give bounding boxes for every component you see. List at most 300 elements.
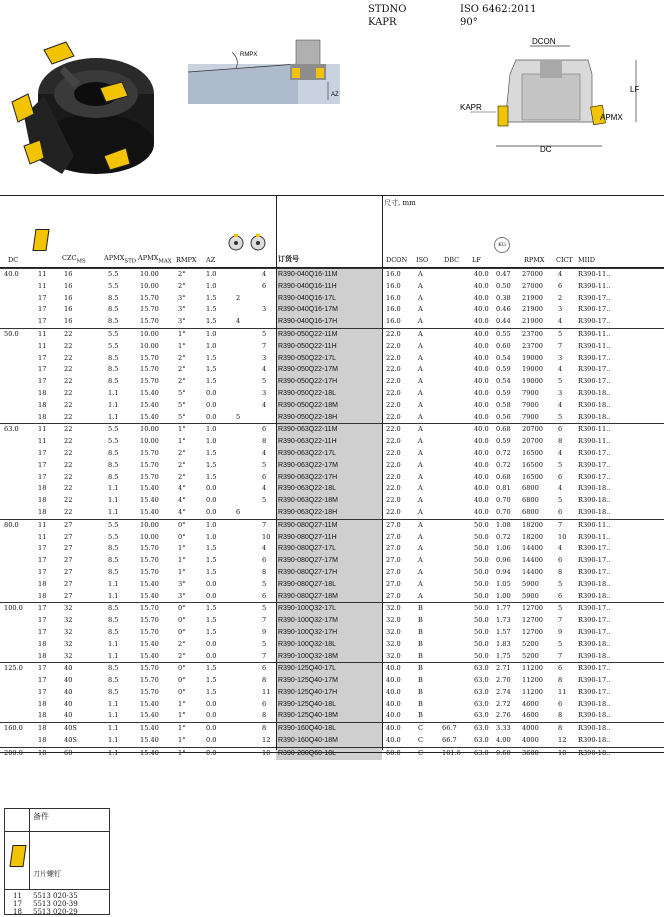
cell-rmpx: 1°: [178, 736, 186, 745]
cell-dcon: 27.0: [386, 556, 401, 565]
cell-czc: 16: [64, 293, 73, 302]
cell-ap2: 15.70: [140, 460, 159, 469]
cell-iso: A: [418, 425, 423, 434]
ordering-code: R390-100Q32-17H: [276, 627, 382, 639]
cell-ap1: 1.1: [108, 591, 119, 600]
cell-czc: 40: [64, 687, 73, 696]
cell-miid: R390-17..: [578, 460, 611, 469]
cell-ins: 11: [38, 281, 47, 290]
cell-miid: R390-11..: [578, 425, 611, 434]
cell-cict: 7: [558, 341, 563, 350]
cell-ap2: 15.40: [140, 724, 159, 733]
col-iso: ISO: [416, 256, 429, 264]
cell-cict: 6: [558, 556, 563, 565]
cell-czc: 27: [64, 532, 73, 541]
cell-czc: 32: [64, 616, 73, 625]
az-label: AZ: [331, 92, 339, 98]
cell-rpmx: 27000: [522, 270, 543, 278]
cell-p2: 7: [262, 651, 267, 660]
cell-czc: 27: [64, 544, 73, 553]
cell-cict: 8: [558, 724, 563, 733]
table-row: [0, 722, 664, 735]
cell-rpmx: 5200: [522, 651, 539, 660]
cell-rmpx: 4°: [178, 484, 186, 493]
cell-miid: R390-17..: [578, 293, 611, 302]
insert-icon: [9, 845, 26, 867]
cell-ap2: 10.00: [140, 341, 159, 350]
cell-czc: 22: [64, 329, 73, 338]
cell-rmpx: 1°: [178, 748, 186, 757]
cell-rmpx: 0°: [178, 676, 186, 685]
cell-iso: C: [418, 736, 424, 745]
cell-rpmx: 4000: [522, 724, 539, 733]
cell-kg: 0.72: [496, 460, 511, 469]
cell-rpmx: 20700: [522, 425, 543, 434]
cell-ap1: 8.5: [108, 627, 119, 636]
table-row: [0, 388, 664, 400]
table-row: [0, 448, 664, 460]
cell-p2: 10: [262, 532, 271, 541]
cell-miid: R390-11..: [578, 329, 611, 338]
cell-czc: 22: [64, 484, 73, 493]
cell-iso: A: [418, 270, 423, 278]
cell-p2: 5: [262, 604, 267, 613]
cell-lf: 40.0: [474, 270, 489, 278]
ordering-code: R390-125Q40-18M: [276, 710, 382, 722]
cell-lf: 50.0: [474, 591, 489, 600]
cell-dcon: 32.0: [386, 639, 401, 648]
cell-czc: 32: [64, 627, 73, 636]
cell-rpmx: 16500: [522, 472, 543, 481]
cell-p2: 6: [262, 556, 267, 565]
cell-dc: 125.0: [4, 664, 23, 673]
cell-dcon: 32.0: [386, 604, 401, 613]
cell-iso: C: [418, 748, 424, 757]
table-row: [0, 639, 664, 651]
table-row: [0, 662, 664, 675]
cell-dcon: 16.0: [386, 281, 401, 290]
cell-ap1: 1.1: [108, 639, 119, 648]
cell-lf: 40.0: [474, 281, 489, 290]
cell-iso: A: [418, 329, 423, 338]
cell-dcon: 22.0: [386, 437, 401, 446]
cell-cict: 8: [558, 567, 563, 576]
cell-miid: R390-18..: [578, 748, 611, 757]
cell-miid: R390-18..: [578, 699, 611, 708]
cell-rmpx: 4°: [178, 496, 186, 505]
cell-p2: 5: [262, 460, 267, 469]
ordering-code: R390-050Q22-17H: [276, 376, 382, 388]
cell-p2: 8: [262, 567, 267, 576]
ordering-code: R390-040Q16-17H: [276, 316, 382, 328]
cell-dcon: 22.0: [386, 484, 401, 493]
cell-iso: B: [418, 604, 423, 613]
cell-p2: 3: [262, 305, 267, 314]
cell-p2: 12: [262, 736, 271, 745]
cell-lf: 40.0: [474, 507, 489, 516]
cell-kg: 2.76: [496, 711, 511, 720]
cell-p2: 6: [262, 472, 267, 481]
cell-dcon: 27.0: [386, 520, 401, 529]
table-header: [0, 195, 664, 268]
cell-rmpx: 3°: [178, 305, 186, 314]
cell-czc: 16: [64, 317, 73, 326]
table-row: [0, 579, 664, 591]
cell-dcon: 27.0: [386, 579, 401, 588]
cell-ins: 17: [38, 293, 47, 302]
cell-ins: 17: [38, 305, 47, 314]
insert-screw-label: 刀片螺钉: [33, 870, 61, 878]
cell-dcon: 40.0: [386, 736, 401, 745]
cell-lf: 40.0: [474, 293, 489, 302]
cell-ap2: 10.00: [140, 437, 159, 446]
cell-rmpx: 1°: [178, 425, 186, 434]
cell-lf: 63.0: [474, 724, 489, 733]
cell-rmpx: 0°: [178, 616, 186, 625]
cell-cict: 4: [558, 365, 563, 374]
cell-az: 1.0: [206, 532, 217, 541]
cell-dcon: 16.0: [386, 317, 401, 326]
cell-czc: 22: [64, 496, 73, 505]
cell-lf: 40.0: [474, 437, 489, 446]
cell-ap2: 15.40: [140, 748, 159, 757]
cell-ins: 18: [38, 639, 47, 648]
cell-p2: 4: [262, 270, 267, 278]
cell-miid: R390-17..: [578, 377, 611, 386]
cell-ap2: 15.70: [140, 377, 159, 386]
cell-cict: 2: [558, 293, 563, 302]
cell-ap2: 15.70: [140, 448, 159, 457]
cell-rpmx: 4600: [522, 699, 539, 708]
cell-kg: 1.75: [496, 651, 511, 660]
cell-rpmx: 7900: [522, 412, 539, 421]
cell-ap1: 8.5: [108, 377, 119, 386]
cell-ap2: 10.00: [140, 329, 159, 338]
cell-ap1: 5.5: [108, 425, 119, 434]
cell-iso: A: [418, 341, 423, 350]
cell-p2: 6: [262, 699, 267, 708]
cell-iso: A: [418, 579, 423, 588]
cell-ap2: 15.40: [140, 699, 159, 708]
ordering-code: R390-040Q16-17L: [276, 293, 382, 305]
cell-iso: A: [418, 484, 423, 493]
cell-dcon: 40.0: [386, 724, 401, 733]
cell-lf: 40.0: [474, 448, 489, 457]
ordering-code: R390-050Q22-18H: [276, 412, 382, 424]
cell-ap2: 15.40: [140, 591, 159, 600]
cell-czc: 32: [64, 604, 73, 613]
cell-ap1: 1.1: [108, 579, 119, 588]
ordering-code: R390-100Q32-18L: [276, 639, 382, 651]
cell-iso: A: [418, 437, 423, 446]
cell-kg: 1.08: [496, 520, 511, 529]
cell-miid: R390-18..: [578, 711, 611, 720]
cell-czc: 22: [64, 400, 73, 409]
spare-part-number: 5513 020-29: [33, 908, 78, 916]
cell-czc: 22: [64, 448, 73, 457]
cell-iso: A: [418, 591, 423, 600]
cell-kg: 0.59: [496, 365, 511, 374]
ordering-code: R390-160Q40-18M: [276, 735, 382, 747]
cell-czc: 27: [64, 591, 73, 600]
cell-miid: R390-18..: [578, 651, 611, 660]
cell-ins: 11: [38, 341, 47, 350]
ordering-code: R390-063Q22-17M: [276, 460, 382, 472]
cell-dcon: 22.0: [386, 412, 401, 421]
cell-dcon: 27.0: [386, 567, 401, 576]
cell-ap2: 15.40: [140, 651, 159, 660]
cell-miid: R390-11..: [578, 520, 611, 529]
table-row: [0, 651, 664, 663]
cell-kg: 0.59: [496, 388, 511, 397]
cell-ins: 18: [38, 724, 47, 733]
cell-ins: 17: [38, 544, 47, 553]
ordering-code: R390-080Q27-18L: [276, 579, 382, 591]
cell-czc: 22: [64, 353, 73, 362]
cell-cict: 5: [558, 329, 563, 338]
cell-czc: 22: [64, 412, 73, 421]
cell-rmpx: 2°: [178, 448, 186, 457]
cell-az: 1.5: [206, 616, 217, 625]
cell-kg: 0.47: [496, 270, 511, 278]
cell-miid: R390-11..: [578, 341, 611, 350]
cell-dcon: 22.0: [386, 388, 401, 397]
table-row: [0, 567, 664, 579]
cell-az: 0.0: [206, 400, 217, 409]
cell-p2: 5: [262, 496, 267, 505]
cell-ap2: 15.40: [140, 496, 159, 505]
ordering-code: R390-050Q22-11M: [276, 329, 382, 341]
cell-kg: 0.70: [496, 496, 511, 505]
cell-czc: 22: [64, 425, 73, 434]
cell-miid: R390-18..: [578, 484, 611, 493]
cell-cict: 6: [558, 507, 563, 516]
cell-miid: R390-18..: [578, 639, 611, 648]
table-row: [0, 436, 664, 448]
cell-ap1: 8.5: [108, 353, 119, 362]
cell-ap1: 8.5: [108, 305, 119, 314]
cell-miid: R390-18..: [578, 579, 611, 588]
cell-iso: B: [418, 699, 423, 708]
ordering-code: R390-063Q22-18H: [276, 507, 382, 519]
cell-czc: 22: [64, 365, 73, 374]
cell-az: 0.0: [206, 496, 217, 505]
ordering-code: R390-040Q16-11M: [276, 269, 382, 281]
cell-lf: 40.0: [474, 400, 489, 409]
cell-ins: 18: [38, 748, 47, 757]
cell-cict: 5: [558, 579, 563, 588]
spare-row: [5, 907, 109, 917]
cell-iso: B: [418, 616, 423, 625]
cell-miid: R390-17..: [578, 317, 611, 326]
cell-czc: 27: [64, 520, 73, 529]
cell-iso: A: [418, 377, 423, 386]
cell-dcon: 40.0: [386, 676, 401, 685]
cell-kg: 0.59: [496, 437, 511, 446]
cell-ins: 11: [38, 329, 47, 338]
cell-miid: R390-18..: [578, 496, 611, 505]
cell-rpmx: 19000: [522, 365, 543, 374]
cell-dcon: 40.0: [386, 711, 401, 720]
cell-iso: B: [418, 627, 423, 636]
cell-ap1: 1.1: [108, 388, 119, 397]
cell-rmpx: 0°: [178, 687, 186, 696]
cell-czc: 22: [64, 472, 73, 481]
cell-kg: 3.33: [496, 724, 511, 733]
cell-az: 1.5: [206, 472, 217, 481]
ordering-code: R390-080Q27-17H: [276, 567, 382, 579]
cell-czc: 40: [64, 664, 73, 673]
table-row: [0, 591, 664, 603]
cell-rpmx: 6800: [522, 496, 539, 505]
cell-ins: 18: [38, 400, 47, 409]
cell-lf: 50.0: [474, 544, 489, 553]
cell-miid: R390-17..: [578, 676, 611, 685]
cell-ap1: 1.1: [108, 400, 119, 409]
cell-dcon: 27.0: [386, 544, 401, 553]
cell-czc: 22: [64, 507, 73, 516]
apmx-label: APMX: [600, 113, 623, 122]
cell-ap2: 15.70: [140, 556, 159, 565]
cell-cict: 6: [558, 281, 563, 290]
table-row: [0, 675, 664, 687]
cell-ap2: 15.70: [140, 616, 159, 625]
cell-cict: 4: [558, 484, 563, 493]
cell-az: 1.5: [206, 365, 217, 374]
dim-header: 尺寸, mm: [384, 199, 416, 207]
cell-rpmx: 18200: [522, 520, 543, 529]
cell-rmpx: 3°: [178, 591, 186, 600]
cell-ap2: 15.70: [140, 687, 159, 696]
cell-rmpx: 0°: [178, 532, 186, 541]
cell-iso: A: [418, 400, 423, 409]
cell-p2: 6: [262, 591, 267, 600]
table-row: [0, 699, 664, 711]
ordering-code: R390-160Q40-18L: [276, 723, 382, 735]
cell-rmpx: 1°: [178, 711, 186, 720]
cell-kg: 0.72: [496, 448, 511, 457]
col-dbc: DBC: [444, 256, 460, 264]
cell-kg: 0.81: [496, 484, 511, 493]
cell-kg: 0.94: [496, 567, 511, 576]
cell-p2: 6: [262, 425, 267, 434]
insert-icon: [32, 229, 49, 251]
cell-czc: 40: [64, 699, 73, 708]
cell-az: 1.5: [206, 305, 217, 314]
cell-iso: A: [418, 496, 423, 505]
cell-dc: 40.0: [4, 270, 19, 278]
cell-iso: A: [418, 544, 423, 553]
cell-ins: 18: [38, 651, 47, 660]
cell-lf: 40.0: [474, 329, 489, 338]
ordering-code: R390-050Q22-18L: [276, 388, 382, 400]
kapr-value: 90°: [460, 17, 478, 28]
cell-iso: B: [418, 651, 423, 660]
cell-cict: 6: [558, 699, 563, 708]
cell-miid: R390-11..: [578, 437, 611, 446]
cell-dcon: 22.0: [386, 400, 401, 409]
cell-ap2: 15.40: [140, 711, 159, 720]
stdno-label: STDNO: [368, 4, 407, 15]
cell-lf: 40.0: [474, 472, 489, 481]
cell-ap2: 15.40: [140, 579, 159, 588]
cell-az: 1.5: [206, 353, 217, 362]
cell-czc: 27: [64, 567, 73, 576]
cell-rpmx: 7900: [522, 400, 539, 409]
cell-p2: 4: [262, 544, 267, 553]
cell-az: 0.0: [206, 711, 217, 720]
cell-p1: 2: [236, 293, 241, 302]
cell-kg: 1.06: [496, 544, 511, 553]
cell-kg: 1.00: [496, 591, 511, 600]
cell-kg: 0.54: [496, 377, 511, 386]
cell-p2: 4: [262, 448, 267, 457]
cell-cict: 5: [558, 377, 563, 386]
ordering-code: R390-125Q40-17H: [276, 687, 382, 699]
cell-rmpx: 1°: [178, 544, 186, 553]
cell-rpmx: 21900: [522, 305, 543, 314]
cell-lf: 50.0: [474, 556, 489, 565]
cell-az: 1.5: [206, 676, 217, 685]
cell-lf: 63.0: [474, 748, 489, 757]
cell-iso: B: [418, 639, 423, 648]
cell-ap2: 15.70: [140, 567, 159, 576]
cell-ap2: 15.40: [140, 736, 159, 745]
cell-p2: 11: [262, 687, 271, 696]
cell-cict: 4: [558, 544, 563, 553]
cell-cict: 3: [558, 388, 563, 397]
ordering-code: R390-050Q22-17L: [276, 353, 382, 365]
cell-cict: 5: [558, 412, 563, 421]
cell-rpmx: 21900: [522, 293, 543, 302]
cell-dcon: 22.0: [386, 377, 401, 386]
cell-kg: 0.58: [496, 400, 511, 409]
cell-dcon: 40.0: [386, 699, 401, 708]
cell-miid: R390-18..: [578, 412, 611, 421]
spare-size: 11: [13, 892, 22, 900]
col-cict: CICT: [556, 256, 573, 264]
cell-ins: 17: [38, 616, 47, 625]
cell-dcon: 27.0: [386, 591, 401, 600]
cell-az: 1.5: [206, 544, 217, 553]
cell-az: 1.0: [206, 281, 217, 290]
cell-miid: R390-17..: [578, 616, 611, 625]
cell-ap1: 1.1: [108, 507, 119, 516]
col-az: AZ: [206, 256, 216, 264]
cell-rmpx: 1°: [178, 556, 186, 565]
dcon-label: DCON: [532, 37, 556, 46]
cell-p2: 5: [262, 377, 267, 386]
ordering-code: R390-100Q32-17L: [276, 603, 382, 615]
cell-czc: 40: [64, 676, 73, 685]
cell-dc: 200.0: [4, 748, 23, 757]
cell-dcon: 16.0: [386, 293, 401, 302]
cell-ap1: 5.5: [108, 270, 119, 278]
cell-dbc: 101.6: [442, 748, 461, 757]
cell-miid: R390-17..: [578, 448, 611, 457]
cell-lf: 50.0: [474, 567, 489, 576]
cell-rmpx: 2°: [178, 353, 186, 362]
cell-miid: R390-11..: [578, 281, 611, 290]
cell-az: 0.0: [206, 591, 217, 600]
table-row: [0, 507, 664, 519]
ordering-code: R390-063Q22-18M: [276, 495, 382, 507]
cell-cict: 7: [558, 520, 563, 529]
cell-kg: 2.74: [496, 687, 511, 696]
cell-rmpx: 3°: [178, 317, 186, 326]
cell-miid: R390-11..: [578, 532, 611, 541]
cell-ap1: 5.5: [108, 281, 119, 290]
